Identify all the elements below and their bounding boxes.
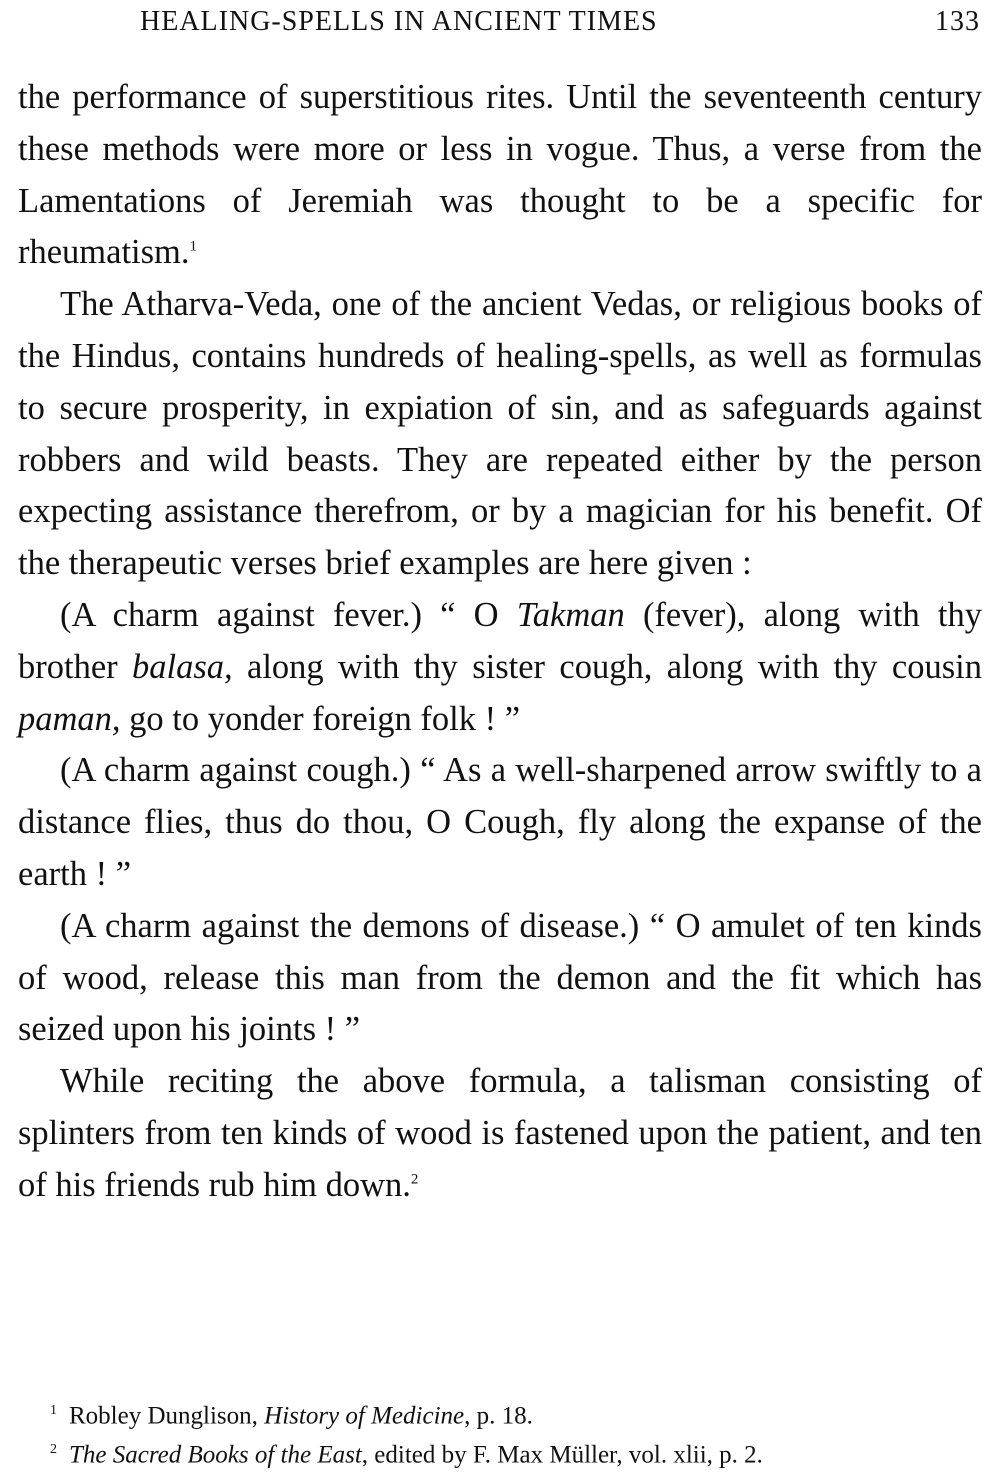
footnote-ref-1: 1: [189, 238, 198, 255]
footnote-2-mark: 2: [50, 1442, 57, 1458]
footnote-2: [50, 1433, 982, 1472]
charm-fever-balasa: balasa,: [132, 647, 233, 686]
charm-fever-part-a: (A charm against fever.) “ O: [60, 595, 517, 634]
book-page: [18, 0, 982, 1475]
footnote-2-title: The Sacred Books of the East: [69, 1441, 362, 1469]
paragraph-atharva-veda: The Atharva-Veda, one of the ancient Vedas, or religious books of the Hindus, contains hundreds of healing-spells, as well as formulas to secure prosperity, in expiation of sin, and as safeguards against robbers and wild beasts. They are repeated either by the person expecting assistance therefrom, or by a magician for his benefit. Of the therapeutic verses brief examples are here given :: [18, 285, 982, 583]
page-number: 133: [935, 6, 980, 37]
footnote-1: [50, 1394, 982, 1433]
footnote-1-mark: 1: [50, 1403, 57, 1418]
footnote-1-rest: , p. 18.: [464, 1402, 533, 1430]
body-text: [18, 72, 982, 1212]
running-head: [18, 6, 982, 46]
footnote-ref-2: 2: [410, 1171, 419, 1188]
charm-fever-part-d: go to yonder foreign folk ! ”: [120, 699, 521, 738]
charm-fever-part-b: (fever), along with thy brother: [18, 595, 982, 686]
running-title: HEALING-SPELLS IN ANCIENT TIMES: [140, 6, 658, 37]
footnote-1-author: Robley Dunglison,: [69, 1402, 265, 1430]
paragraph-rheumatism-text: the performance of superstitious rites. Until the seventeenth century these methods were more or less in vogue. Thus, a verse from the Lamentations of Jeremiah was thought to be a specific for rheumatism.: [18, 78, 982, 272]
footnotes: [50, 1394, 982, 1473]
footnote-2-rest: , edited by F. Max Müller, vol. xlii, p. 2.: [361, 1441, 763, 1469]
charm-against-demons: (A charm against the demons of disease.) “ O amulet of ten kinds of wood, release this man from the demon and the fit which has seized upon his joints ! ”: [18, 906, 982, 1049]
charm-against-cough: (A charm against cough.) “ As a well-sharpened arrow swiftly to a distance flies, thus do thou, O Cough, fly along the expanse of the earth ! ”: [18, 751, 982, 893]
footnote-1-title: History of Medicine: [264, 1402, 465, 1430]
charm-fever-part-c: along with thy sister cough, along with thy cousin: [232, 647, 982, 686]
paragraph-rheumatism: [18, 72, 982, 279]
charm-fever-takman: Takman: [516, 595, 625, 634]
paragraph-talisman: [18, 1056, 982, 1211]
paragraph-talisman-text: While reciting the above formula, a talisman consisting of splinters from ten kinds of wood is fastened upon the patient, and ten of his friends rub him down.: [18, 1062, 982, 1204]
charm-fever-paman: paman,: [18, 699, 121, 738]
charm-against-fever: [18, 590, 982, 745]
